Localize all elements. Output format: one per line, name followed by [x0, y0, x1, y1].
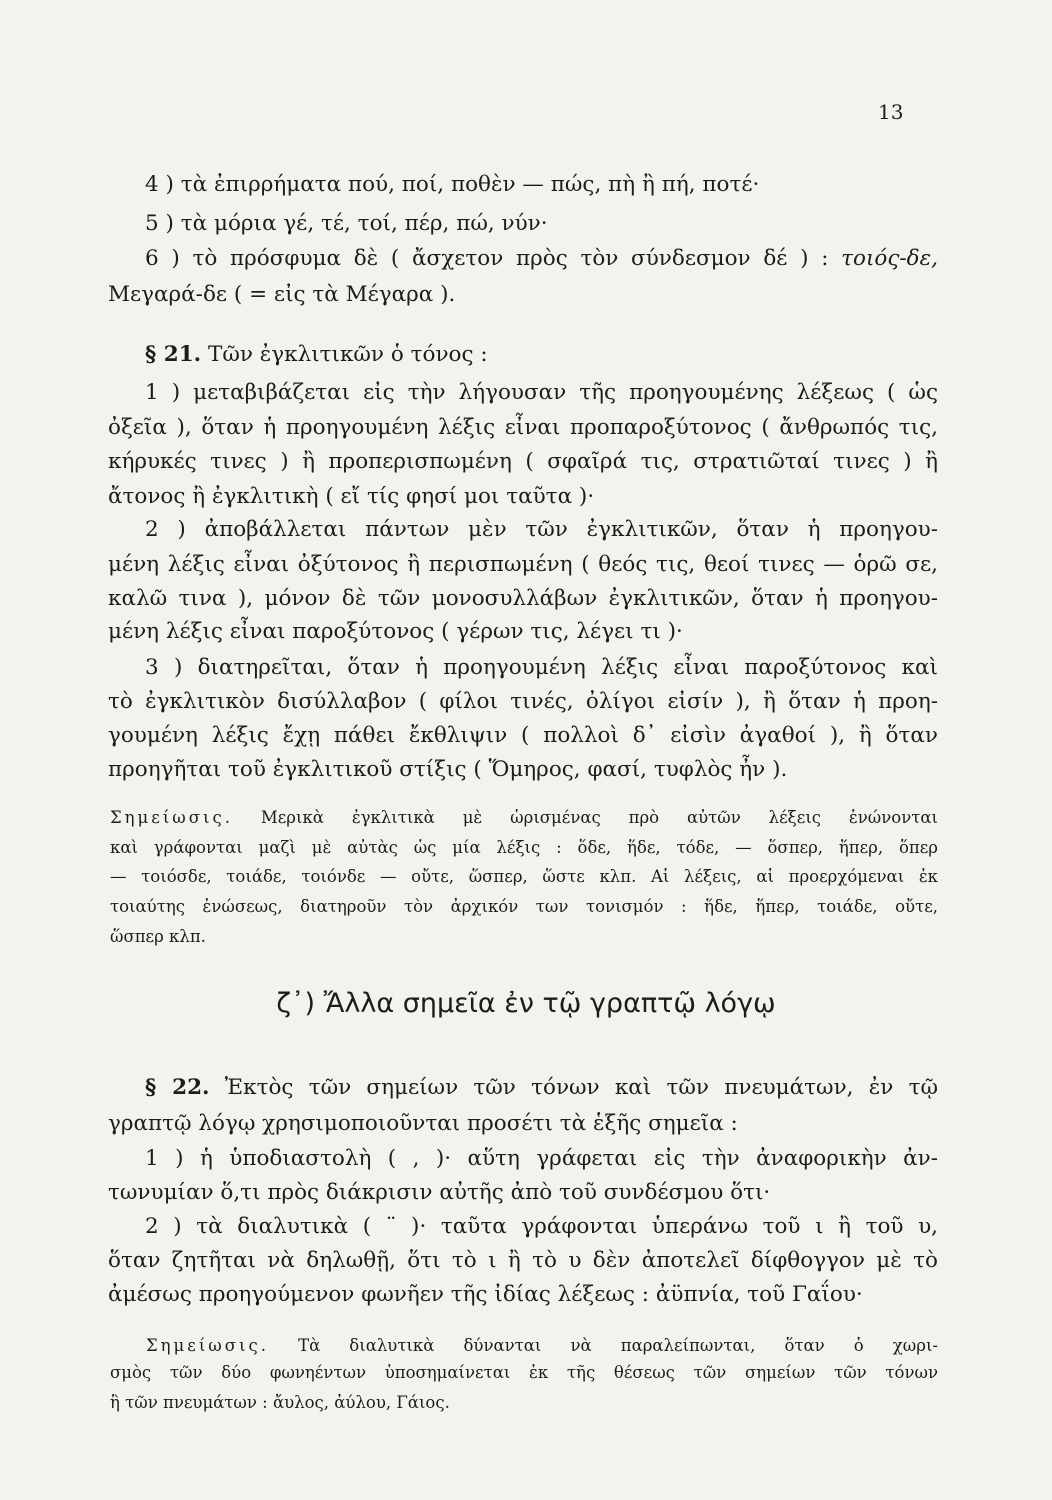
section-21-title: § 21. Τῶν ἐγκλιτικῶν ὁ τόνος : [145, 342, 488, 367]
list-item-6-cont: Μεγαρά-δε ( = εἰς τὰ Μέγαρα ). [108, 282, 456, 307]
note-line: ὥσπερ κλπ. [110, 927, 206, 946]
paragraph-line: γουμένη λέξις ἔχῃ πάθει ἔκθλιψιν ( πολλοὶ δ᾽ εἰσὶν ἀγαθοί ), ἢ ὅταν [108, 723, 938, 748]
paragraph-line: προηγῆται τοῦ ἐγκλιτικοῦ στίξις ( Ὅμηρος, φασί, τυφλὸς ἦν ). [108, 757, 788, 782]
note-1-first-line: Σημείωσις. Μερικὰ ἐγκλιτικὰ μὲ ὡρισμένας πρὸ αὐτῶν λέξεις ἑνώνονται [110, 808, 938, 827]
section-22-title: § 22. Ἐκτὸς τῶν σημείων τῶν τόνων καὶ τῶν πνευμάτων, ἐν τῷ [145, 1075, 938, 1100]
paragraph-line: ἄτονος ἢ ἐγκλιτικὴ ( εἴ τίς φησί μοι ταῦτα )· [108, 484, 595, 509]
paragraph-line: ἀμέσως προηγούμενον φωνῆεν τῆς ἰδίας λέξεως : ἀϋπνία, τοῦ Γαΐου· [108, 1282, 863, 1307]
paragraph-line: 1 ) μεταβιβάζεται εἰς τὴν λήγουσαν τῆς προηγουμένης λέξεως ( ὡς [145, 380, 938, 405]
paragraph-line: ὅταν ζητῆται νὰ δηλωθῇ, ὅτι τὸ ι ἢ τὸ υ δὲν ἀποτελεῖ δίφθογγον μὲ τὸ [108, 1248, 938, 1273]
paragraph-line: 2 ) ἀποβάλλεται πάντων μὲν τῶν ἐγκλιτικῶν, ὅταν ἡ προηγου- [145, 517, 938, 542]
paragraph-line: τωνυμίαν ὅ,τι πρὸς διάκρισιν αὐτῆς ἀπὸ τοῦ συνδέσμου ὅτι· [108, 1180, 771, 1205]
note-line: καὶ γράφονται μαζὶ μὲ αὐτὰς ὡς μία λέξις : ὅδε, ἥδε, τόδε, — ὅσπερ, ἥπερ, ὅπερ [110, 838, 938, 857]
paragraph-line: καλῶ τινα ), μόνον δὲ τῶν μονοσυλλάβων ἐγκλιτικῶν, ὅταν ἡ προηγου- [108, 586, 938, 611]
section-heading: ζ᾽) Ἄλλα σημεῖα ἐν τῷ γραπτῷ λόγῳ [276, 988, 776, 1019]
page-number: 13 [878, 100, 904, 124]
note-line: τοιαύτης ἑνώσεως, διατηροῦν τὸν ἀρχικόν των τονισμόν : ἥδε, ἥπερ, τοιάδε, οὔτε, [110, 897, 938, 916]
list-item-4: 4 ) τὰ ἐπιρρήματα πού, ποί, ποθὲν — πώς, πὴ ἢ πή, ποτέ· [145, 172, 760, 197]
paragraph-line: μένη λέξις εἶναι παροξύτονος ( γέρων τις, λέγει τι )· [108, 619, 683, 644]
list-item-6: 6 ) τὸ πρόσφυμα δὲ ( ἄσχετον πρὸς τὸν σύνδεσμον δέ ) : τοιός-δε, [145, 246, 938, 271]
note-line: σμὸς τῶν δύο φωνηέντων ὑποσημαίνεται ἐκ τῆς θέσεως τῶν σημείων τῶν τόνων [110, 1363, 938, 1382]
note-line: ἢ τῶν πνευμάτων : ἄυλος, ἀύλου, Γάιος. [110, 1393, 450, 1412]
paragraph-line: κήρυκές τινες ) ἢ προπερισπωμένη ( σφαῖρά τις, στρατιῶταί τινες ) ἢ [108, 449, 938, 474]
paragraph-line: τὸ ἐγκλιτικὸν δισύλλαβον ( φίλοι τινές, ὀλίγοι εἰσίν ), ἢ ὅταν ἡ προη- [108, 689, 938, 714]
paragraph-line: 2 ) τὰ διαλυτικὰ ( ¨ )· ταῦτα γράφονται ὑπεράνω τοῦ ι ἢ τοῦ υ, [145, 1214, 938, 1239]
paragraph-line: ὀξεῖα ), ὅταν ἡ προηγουμένη λέξις εἶναι προπαροξύτονος ( ἄνθρωπός τις, [108, 415, 938, 440]
note-2-first-line: Σημείωσις. Τὰ διαλυτικὰ δύνανται νὰ παραλείπωνται, ὅταν ὁ χωρι- [146, 1336, 938, 1355]
paragraph-line: 1 ) ἡ ὑποδιαστολὴ ( , )· αὕτη γράφεται εἰς τὴν ἀναφορικὴν ἀν- [145, 1146, 938, 1171]
paragraph-line: μένη λέξις εἶναι ὀξύτονος ἢ περισπωμένη ( θεός τις, θεοί τινες — ὁρῶ σε, [108, 552, 938, 577]
paragraph-line: γραπτῷ λόγῳ χρησιμοποιοῦνται προσέτι τὰ ἑξῆς σημεῖα : [108, 1111, 738, 1136]
paragraph-line: 3 ) διατηρεῖται, ὅταν ἡ προηγουμένη λέξις εἶναι παροξύτονος καὶ [145, 655, 938, 680]
note-line: — τοιόσδε, τοιάδε, τοιόνδε — οὔτε, ὥσπερ, ὥστε κλπ. Αἱ λέξεις, αἱ προερχόμεναι ἐκ [110, 867, 938, 886]
list-item-5: 5 ) τὰ μόρια γέ, τέ, τοί, πέρ, πώ, νύν· [145, 211, 548, 236]
